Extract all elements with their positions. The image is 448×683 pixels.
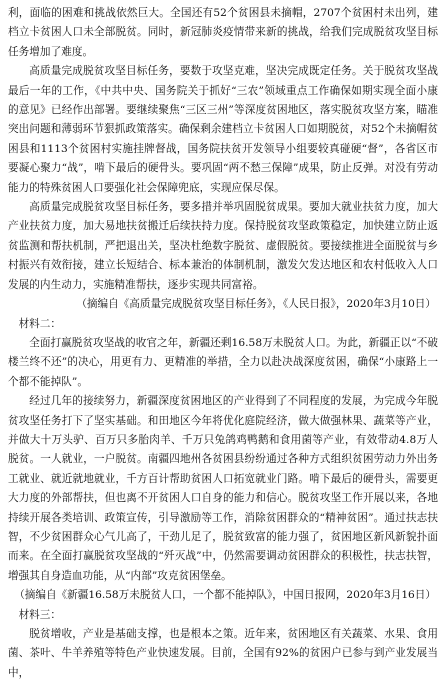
citation-source: （摘编自《新疆16.58万未脱贫人口，一个都不能掉队》，中国日报网，2020年3月16日） bbox=[14, 589, 436, 602]
paragraph: 高质量完成脱贫攻坚目标任务，要多措并举巩固脱贫成果。要加大就业扶贫力度，加大产业扶贫力度，加大易地扶贫搬迁后续扶持力度。保持脱贫攻坚政策稳定，加快建立防止返贫监测和帮扶机制，严把退出关，坚决杜绝数字脱贫、虚假脱贫。要接续推进全面脱贫与乡村振兴有效衔接，建立长短结合、标本兼治的体制机制，激发欠发达地区和农村低收入人口发展的内生动力，实施精准帮扶，逐步实现共同富裕。 bbox=[8, 201, 438, 291]
paragraph: 全面打赢脱贫攻坚战的收官之年，新疆还剩16.58万未脱贫人口。为此，新疆正以“不破楼兰终不还”的决心，用更有力、更精准的举措，全力以赴决战深度贫困，确保“小康路上一个都不能掉队”。 bbox=[8, 336, 438, 388]
paragraph: 经过几年的接续努力，新疆深度贫困地区的产业得到了不同程度的发展，为完成今年脱贫攻坚任务打下了坚实基础。和田地区今年将优化庭院经济，做大做强林果、蔬菜等产业，并做大十万头驴、百万只多胎肉羊、千万只兔鸽鸡鸭鹅和食用菌等产业，有效带动4.8万人脱贫。一人就业，一户脱贫。南疆四地州各贫困县纷纷通过各种方式组织贫困劳动力外出务工就业、就近就地就业，千方百计帮助贫困人口拓宽就业门路。啃下最后的硬骨头，需要更大力度的外部帮扶，但也离不开贫困人口自身的能力和信心。脱贫攻坚工作开展以来，各地持续开展各类培训、政策宣传，引导激励等工作，消除贫困群众的“精神贫困”。通过扶志扶智，不少贫困群众心气儿高了，干劲儿足了，脱贫致富的能力强了，贫困地区新风新貌扑面而来。在全面打赢脱贫攻坚战的“歼灭战”中，仍然需要调动贫困群众的积极性，扶志扶智，增强其自身造血功能，从“内部”攻克贫困堡垒。 bbox=[8, 395, 438, 582]
paragraph: 高质量完成脱贫攻坚目标任务，要数于攻坚克难，坚决完成既定任务。关于脱贫攻坚战最后一年的工作，《中共中央、国务院关于抓好“三农”领域重点工作确保如期实现全面小康的意见》已经作出部署。要继续聚焦“三区三州”等深度贫困地区，落实脱贫攻坚方案，瞄准突出问题和薄弱环节狠抓政策落实。确保剩余建档立卡贫困人口如期脱贫，对52个未摘帽贫困县和1113个贫困村实施挂牌督战，国务院扶贫开发领导小组要较真碰硬“督”，各省区市要凝心聚力“战”，啃下最后的硬骨头。要巩固“两不愁三保障”成果，防止反弹。对没有劳动能力的特殊贫困人口要强化社会保障兜底，实现应保尽保。 bbox=[8, 65, 438, 194]
paragraph: 利，面临的困难和挑战依然巨大。全国还有52个贫困县未摘帽，2707个贫困村未出列，建档立卡贫困人口未全部脱贫。同时，新冠肺炎疫情带来新的挑战，给我们完成脱贫攻坚目标任务增加了难度。 bbox=[8, 7, 438, 58]
section-heading: 材料三： bbox=[18, 608, 61, 621]
citation-source: （摘编自《高质量完成脱贫攻坚目标任务》，《人民日报》，2020年3月10日） bbox=[76, 298, 436, 311]
section-heading: 材料二： bbox=[18, 317, 61, 330]
paragraph: 脱贫增收，产业是基础支撑，也是根本之策。近年来，贫困地区有关蔬菜、水果、食用菌、茶叶、牛羊养殖等特色产业快速发展。目前，全国有92%的贫困户已参与到产业发展当中， bbox=[8, 628, 438, 679]
